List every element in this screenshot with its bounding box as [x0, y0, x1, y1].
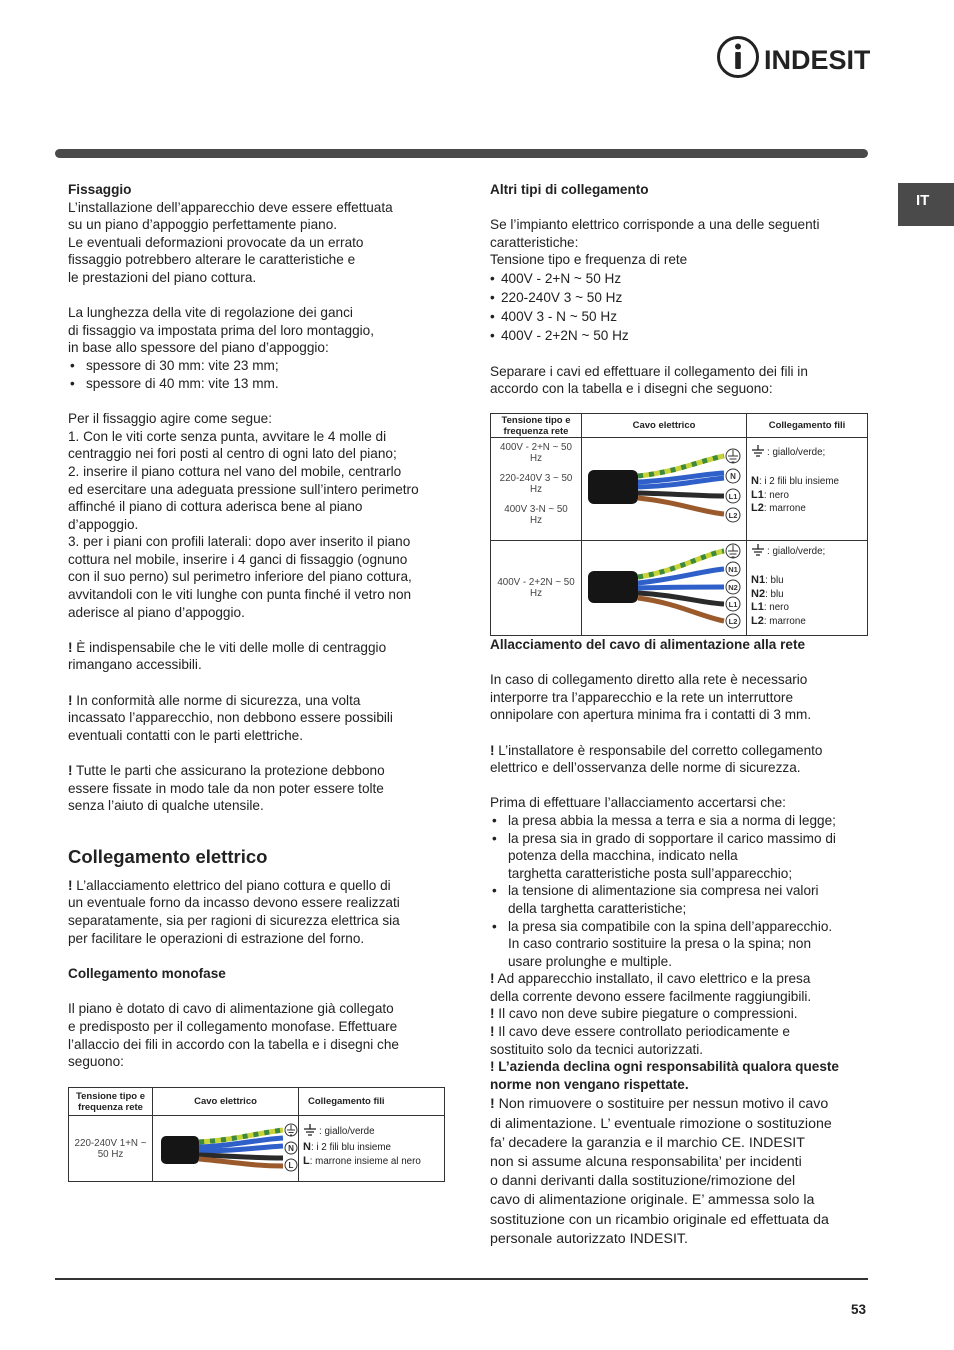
wire-legend [747, 541, 868, 636]
voltage-cell: 220-240V 1+N ~ 50 Hz [69, 1116, 153, 1182]
table-header: Collegamento fili [299, 1088, 445, 1116]
altri-wiring-table [490, 413, 868, 636]
table-header: Collegamento fili [747, 414, 868, 438]
warning-sicurezza: ! In conformità alle norme di sicurezza, una volta incassato l’apparecchio, non debbono essere possibili eventuali contatti con le parti elettriche. [68, 692, 393, 743]
left-column [68, 181, 450, 1071]
legend-item: : giallo/verde; [751, 544, 867, 561]
list-item: • 400V - 2+2N ~ 50 Hz [490, 326, 870, 345]
terminal-label: L2 [728, 617, 738, 626]
legend-item: L2: marrone [751, 615, 806, 628]
list-item: • la presa abbia la messa a terra e sia a norma di legge; [490, 812, 870, 830]
terminal-label: N1 [728, 565, 738, 574]
footer-divider [55, 1278, 868, 1280]
voltage-cell: 400V - 2+2N ~ 50 Hz [491, 541, 582, 636]
fissaggio-paragraph-2: La lunghezza della vite di regolazione dei ganci di fissaggio va impostata prima del loro montaggio, in base allo spessore del piano d’appoggio: [68, 305, 375, 356]
cable-diagram [582, 438, 747, 541]
warning-raggiungibili: ! Ad apparecchio installato, il cavo elettrico e la presa della corrente devono essere facilmente raggiungibili. [490, 971, 812, 1004]
warning-cavo-originale: ! Non rimuovere o sostituire per nessun motivo il cavo di alimentazione. L’ eventuale rimozione o sostituzione fa’ decadere la garanzia e il marchio CE. INDESIT non si assume alcuna responsabilita’ per incidenti o danni derivanti dalla sostituzione/rimozione del cavo di alimentazione originale. E’ ammessa solo la sostituzione con un ricambio originale ed effettuata da personale autorizzato INDESIT. [490, 1096, 832, 1247]
warning-centraggio: ! È indispensabile che le viti delle molle di centraggio rimangano accessibili. [68, 639, 387, 673]
warning-protezione: ! Tutte le parti che assicurano la protezione debbono essere fissate in modo tale da non poter essere tolte senza l’aiuto di qualche utensile. [68, 763, 385, 814]
ground-icon [303, 1124, 317, 1141]
wire-legend [747, 438, 868, 541]
list-item: • spessore di 40 mm: vite 13 mm. [68, 375, 450, 393]
ground-icon [751, 445, 765, 462]
warning-collegamento: ! L’allacciamento elettrico del piano cottura e quello di un eventuale forno da incasso devono essere realizzati separatamente, sia per ragioni di sicurezza elettrica sia per facilitare le operazioni di estrazione del forno. [68, 877, 400, 946]
wire-legend [299, 1116, 445, 1182]
list-item: • 400V 3 - N ~ 50 Hz [490, 307, 870, 326]
warning-responsabilita: ! L’azienda declina ogni responsabilità qualora queste norme non vengano rispettate. [490, 1059, 839, 1092]
legend-item: N2: blu [751, 587, 784, 600]
prima-intro: Prima di effettuare l’allacciamento accertarsi che: [490, 795, 786, 811]
table-header: Tensione tipo e frequenza rete [69, 1088, 153, 1116]
monofase-wiring-table [68, 1087, 445, 1182]
list-item: • 220-240V 3 ~ 50 Hz [490, 288, 870, 307]
legend-item: L2: marrone [751, 502, 806, 515]
right-column-bottom [490, 636, 870, 1249]
brand-name: INDESIT [764, 45, 870, 75]
indesit-logo [716, 34, 870, 80]
fissaggio-paragraph-1: L’installazione dell’apparecchio deve essere effettuata su un piano d’appoggio perfettamente piano. Le eventuali deformazioni provocate da un errato fissaggio potrebbero alterare le caratteristiche e le prestazioni del piano cottura. [68, 199, 393, 285]
terminal-label: N2 [728, 583, 738, 592]
list-item: • la presa sia in grado di sopportare il carico massimo di potenza della macchina, indicato nella targhetta caratteristiche posta sull’apparecchio; [490, 830, 870, 883]
legend-item: N: i 2 fili blu insieme [303, 1140, 391, 1153]
monofase-paragraph: Il piano è dotato di cavo di alimentazione già collegato e predisposto per il collegamento monofase. Effettuare l’allaccio dei fili in accordo con la tabella e i disegni che seguono: [68, 1001, 399, 1070]
fissaggio-paragraph-3: Per il fissaggio agire come segue: 1. Con le viti corte senza punta, avvitare le 4 molle di centraggio nei fori posti al centro di ogni lato del piano; 2. inserire il piano cottura nel vano del mobile, centrarlo ed esercitare una adeguata pressione sull’intero perimetro affinché il piano di cottura aderisca bene al piano d’appoggio. 3. per i piani con profili laterali: dopo aver inserito il piano cottura nel mobile, inserire i 4 ganci di fissaggio (ognuno con il suo perno) sul perimetro inferiore del piano cottura, avvitandoli con le viti lunghe con punta finché il vetro non aderisce al piano d’appoggio. [68, 411, 419, 620]
legend-item: L: marrone insieme al nero [303, 1154, 421, 1167]
collegamento-title: Collegamento elettrico [68, 845, 268, 867]
altri-title: Altri tipi di collegamento [490, 182, 649, 197]
list-item: • spessore di 30 mm: vite 23 mm; [68, 357, 450, 375]
prima-list [490, 812, 870, 970]
list-item: • 400V - 2+N ~ 50 Hz [490, 269, 870, 288]
right-column-top [490, 181, 870, 398]
spessori-list [68, 357, 450, 392]
voltage-cell: 400V - 2+N ~ 50 Hz 220-240V 3 ~ 50 Hz 400V 3-N ~ 50 Hz [491, 438, 582, 541]
allacciamento-paragraph: In caso di collegamento diretto alla rete è necessario interporre tra l’apparecchio e la rete un interruttore onnipolare con apertura minima fra i contatti di 3 mm. [490, 672, 812, 723]
terminal-label: L2 [728, 511, 738, 520]
table-header: Tensione tipo e frequenza rete [491, 414, 582, 438]
ground-icon [751, 544, 765, 561]
terminal-label: L1 [728, 492, 738, 501]
monofase-title: Collegamento monofase [68, 966, 226, 982]
header-divider [55, 149, 868, 158]
svg-text:N: N [288, 1144, 294, 1153]
legend-item: L1: nero [751, 601, 789, 614]
list-item: • la presa sia compatibile con la spina dell’apparecchio. In caso contrario sostituire la presa o la spina; non usare prolunghe e multiple. [490, 918, 870, 971]
page-number: 53 [851, 1302, 867, 1317]
list-item: • la tensione di alimentazione sia compresa nei valori della targhetta caratteristiche; [490, 882, 870, 917]
allacciamento-title: Allacciamento del cavo di alimentazione alla rete [490, 637, 806, 652]
table-header: Cavo elettrico [153, 1088, 299, 1116]
svg-text:L: L [288, 1161, 294, 1170]
cable-diagram [582, 541, 747, 636]
legend-item: N1: blu [751, 573, 784, 586]
table-header: Cavo elettrico [582, 414, 747, 438]
altri-paragraph-2: Separare i cavi ed effettuare il collegamento dei fili in accordo con la tabella e i disegni che seguono: [490, 363, 808, 397]
terminal-label: L1 [728, 600, 738, 609]
warning-piegature: ! Il cavo non deve subire piegature o compressioni. [490, 1006, 798, 1022]
fissaggio-title: Fissaggio [68, 182, 132, 197]
warning-installatore: ! L’installatore è responsabile del corretto collegamento elettrico e dell’osservanza delle norme di sicurezza. [490, 742, 823, 776]
terminal-label: N [730, 472, 736, 481]
legend-item: : giallo/verde [303, 1124, 444, 1141]
legend-item: N: i 2 fili blu insieme [751, 474, 839, 487]
warning-controllo: ! Il cavo deve essere controllato periodicamente e sostituito solo da tecnici autorizzati. [490, 1024, 790, 1057]
altri-list [490, 269, 870, 345]
language-tab: IT [898, 183, 954, 226]
legend-item: L1: nero [751, 488, 789, 501]
cable-diagram [153, 1116, 299, 1182]
altri-paragraph-1: Se l’impianto elettrico corrisponde a una delle seguenti caratteristiche: Tensione tipo e frequenza di rete [490, 217, 820, 268]
legend-item: : giallo/verde; [751, 445, 867, 462]
